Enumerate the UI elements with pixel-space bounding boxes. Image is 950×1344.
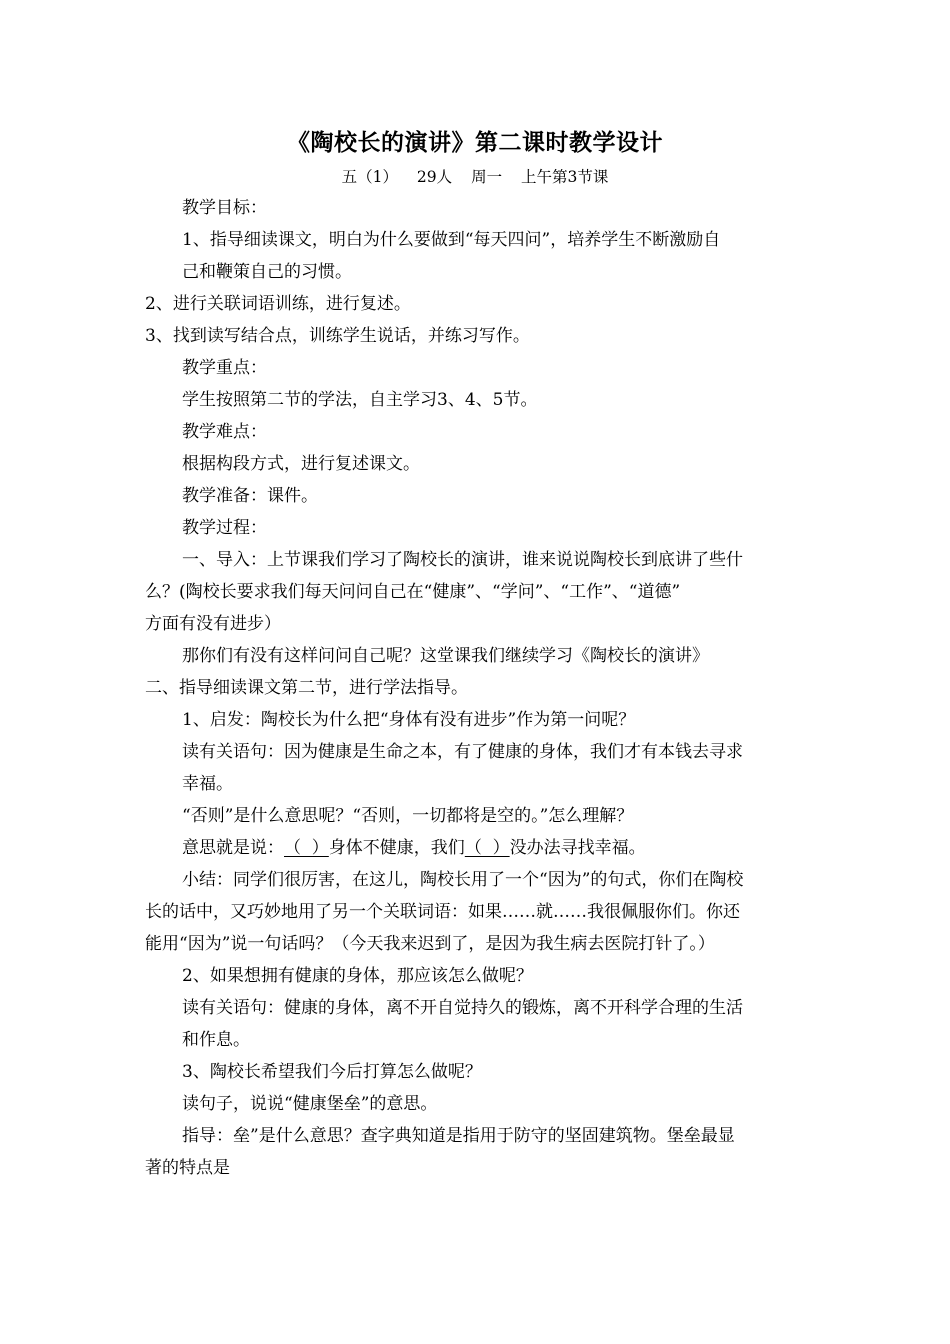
intro-line-3: 方面有没有进步） <box>145 614 281 634</box>
summary-line-2: 长的话中，又巧妙地用了另一个关联词语：如果……就……我很佩服你们。你还 <box>145 902 740 922</box>
step-1-prompt: 1、启发：陶校长为什么把“身体有没有进步”作为第一问呢？ <box>182 710 636 730</box>
summary-line-3: 能用“因为”说一句话吗？（今天我来迟到了，是因为我生病去医院打针了。） <box>145 934 715 954</box>
heading-process: 教学过程： <box>182 518 267 538</box>
objective-3: 3、找到读写结合点，训练学生说话，并练习写作。 <box>145 326 530 346</box>
weekday: 周一 <box>471 168 503 186</box>
reading-sentence-1: 读有关语句：因为健康是生命之本，有了健康的身体，我们才有本钱去寻求 <box>182 742 743 762</box>
guidance-line-2: 著的特点是 <box>145 1158 230 1178</box>
document-title: 《陶校长的演讲》第二课时教学设计 <box>287 129 663 156</box>
difficulties-text: 根据构段方式，进行复述课文。 <box>182 454 420 474</box>
summary-line-1: 小结：同学们很厉害，在这儿，陶校长用了一个“因为”的句式，你们在陶校 <box>182 870 744 890</box>
reading-sentence-2-cont: 和作息。 <box>182 1030 250 1050</box>
objective-1-cont: 己和鞭策自己的习惯。 <box>182 262 352 282</box>
fill-blank-2: （ ） <box>464 838 510 858</box>
key-points-text: 学生按照第二节的学法，自主学习3、4、5节。 <box>182 390 538 410</box>
reading-sentence-2: 读有关语句：健康的身体，离不开自觉持久的锻炼，离不开科学合理的生活 <box>182 998 743 1018</box>
fill-blank-1: （ ） <box>284 838 329 858</box>
class-period: 上午第3节课 <box>521 168 609 186</box>
class-info <box>0 165 950 187</box>
reading-sentence-1-cont: 幸福。 <box>182 774 233 794</box>
meaning-prefix: 意思就是说： <box>182 838 284 858</box>
step-2-prompt: 2、如果想拥有健康的身体，那应该怎么做呢？ <box>182 966 533 986</box>
meaning-line <box>182 836 646 860</box>
preparation-text: 教学准备：课件。 <box>182 486 318 506</box>
section-2-heading: 二、指导细读课文第二节，进行学法指导。 <box>145 678 468 698</box>
objective-2: 2、进行关联词语训练，进行复述。 <box>145 294 411 314</box>
intro-question: 那你们有没有这样问问自己呢？这堂课我们继续学习《陶校长的演讲》 <box>182 646 709 666</box>
intro-line-1: 一、导入：上节课我们学习了陶校长的演讲，谁来说说陶校长到底讲了些什 <box>182 550 743 570</box>
meaning-middle: 身体不健康，我们 <box>328 838 465 858</box>
heading-key-points: 教学重点： <box>182 358 267 378</box>
intro-line-2: 么？(陶校长要求我们每天问问自己在“健康”、“学问”、“工作”、“道德” <box>145 582 681 602</box>
class-name: 五（1） <box>341 168 398 186</box>
step-3-prompt: 3、陶校长希望我们今后打算怎么做呢？ <box>182 1062 482 1082</box>
heading-difficulties: 教学难点： <box>182 422 267 442</box>
fouze-question: “否则”是什么意思呢？“否则，一切都将是空的。”怎么理解？ <box>182 806 634 826</box>
student-count: 29人 <box>416 168 453 186</box>
reading-sentence-3: 读句子，说说“健康堡垒”的意思。 <box>182 1094 438 1114</box>
guidance-line-1: 指导：垒”是什么意思？查字典知道是指用于防守的坚固建筑物。堡垒最显 <box>182 1126 735 1146</box>
heading-objectives: 教学目标： <box>182 198 267 218</box>
objective-1: 1、指导细读课文，明白为什么要做到“每天四问”，培养学生不断激励自 <box>182 230 721 250</box>
meaning-suffix: 没办法寻找幸福。 <box>509 838 646 858</box>
